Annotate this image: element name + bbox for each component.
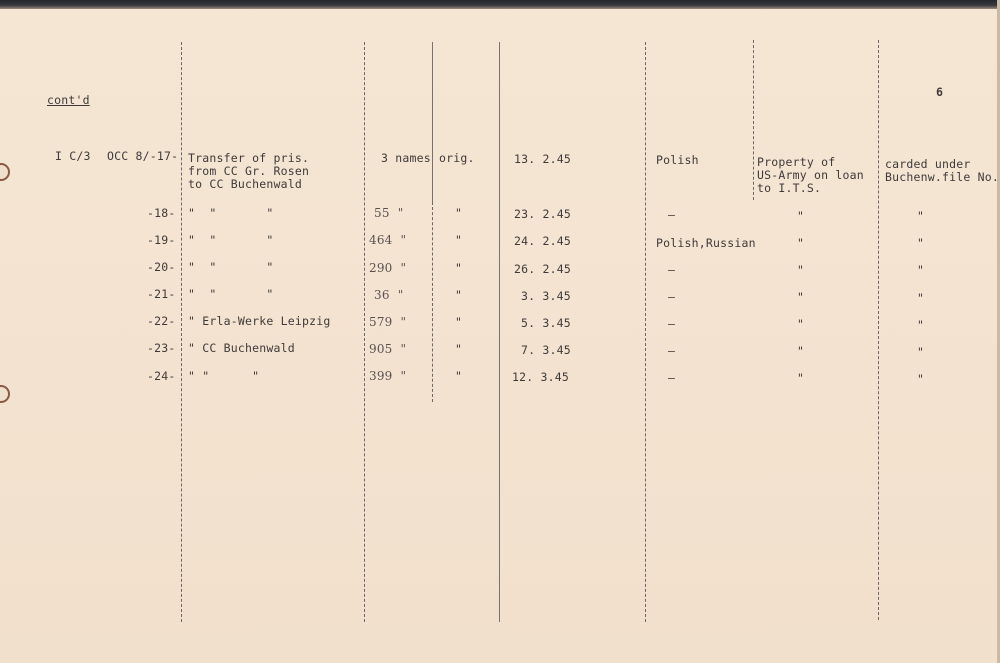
names-count-cell: 55 " [374,206,404,220]
description-cell: " CC Buchenwald [188,341,295,355]
remarks-cell: " [797,209,805,223]
carded-cell: " [917,345,925,359]
remarks-cell: " [797,317,805,331]
carded-cell: " [917,291,925,305]
date-cell: 26. 2.45 [514,262,571,276]
occ-number-cell: -21- [147,287,176,301]
description-cell: " " " [188,233,274,247]
nationality-cell: – [668,208,676,222]
description-cell: Transfer of pris. from CC Gr. Rosen to CC Buchenwald [188,151,310,191]
original-cell: orig. [439,151,475,165]
remarks-cell: " [797,290,805,304]
reference-cell: I C/3 [55,149,91,163]
date-cell: 7. 3.45 [521,343,571,357]
date-cell: 23. 2.45 [514,207,571,221]
carded-cell: " [917,372,925,386]
column-rule [645,42,646,622]
column-rule [753,40,754,200]
nationality-cell: – [668,317,676,331]
date-cell: 13. 2.45 [514,152,571,166]
description-cell: " Erla-Werke Leipzig [188,314,331,328]
carded-cell: " [917,209,925,223]
occ-number-cell: -24- [147,369,176,383]
column-rule [432,202,433,402]
occ-number-cell: OCC 8/-17- [107,149,179,163]
occ-number-cell: -22- [147,314,176,328]
names-count-cell: 464 " [369,233,407,247]
page-number: 6 [936,85,944,99]
names-count-cell: 36 " [374,288,404,302]
nationality-cell: – [668,344,676,358]
scan-top-edge [0,0,1000,9]
description-cell: " " " [188,369,260,383]
column-rule [181,42,182,622]
nationality-cell: – [668,263,676,277]
carded-cell: " [917,318,925,332]
remarks-cell: " [797,344,805,358]
occ-number-cell: -23- [147,341,176,355]
occ-number-cell: -20- [147,260,176,274]
occ-number-cell: -19- [147,233,176,247]
original-cell: " [455,288,463,302]
carded-cell: " [917,236,925,250]
description-cell: " " " [188,260,274,274]
description-cell: " " " [188,287,274,301]
contd-label: cont'd [47,93,90,107]
date-cell: 12. 3.45 [512,370,569,384]
remarks-cell: " [797,371,805,385]
carded-cell: carded under Buchenw.file No. [885,157,999,184]
original-cell: " [455,315,463,329]
original-cell: " [455,233,463,247]
date-cell: 5. 3.45 [521,316,571,330]
remarks-cell: Property of US-Army on loan to I.T.S. [757,155,864,195]
original-cell: " [455,342,463,356]
names-count-cell: 579 " [369,315,407,329]
column-rule [499,42,500,622]
date-cell: 24. 2.45 [514,234,571,248]
nationality-cell: – [668,290,676,304]
nationality-cell: Polish [656,153,699,167]
carded-cell: " [917,263,925,277]
original-cell: " [455,206,463,220]
names-count-cell: 399 " [369,369,407,383]
description-cell: " " " [188,206,274,220]
column-rule [878,40,879,620]
nationality-cell: – [668,371,676,385]
remarks-cell: " [797,236,805,250]
names-count-cell: 3 names [381,151,431,165]
original-cell: " [455,369,463,383]
column-rule [364,42,365,622]
names-count-cell: 290 " [369,261,407,275]
column-rule [432,42,433,202]
nationality-cell: Polish,Russian [656,236,756,250]
original-cell: " [455,261,463,275]
occ-number-cell: -18- [147,206,176,220]
names-count-cell: 905 " [369,342,407,356]
date-cell: 3. 3.45 [521,289,571,303]
remarks-cell: " [797,263,805,277]
